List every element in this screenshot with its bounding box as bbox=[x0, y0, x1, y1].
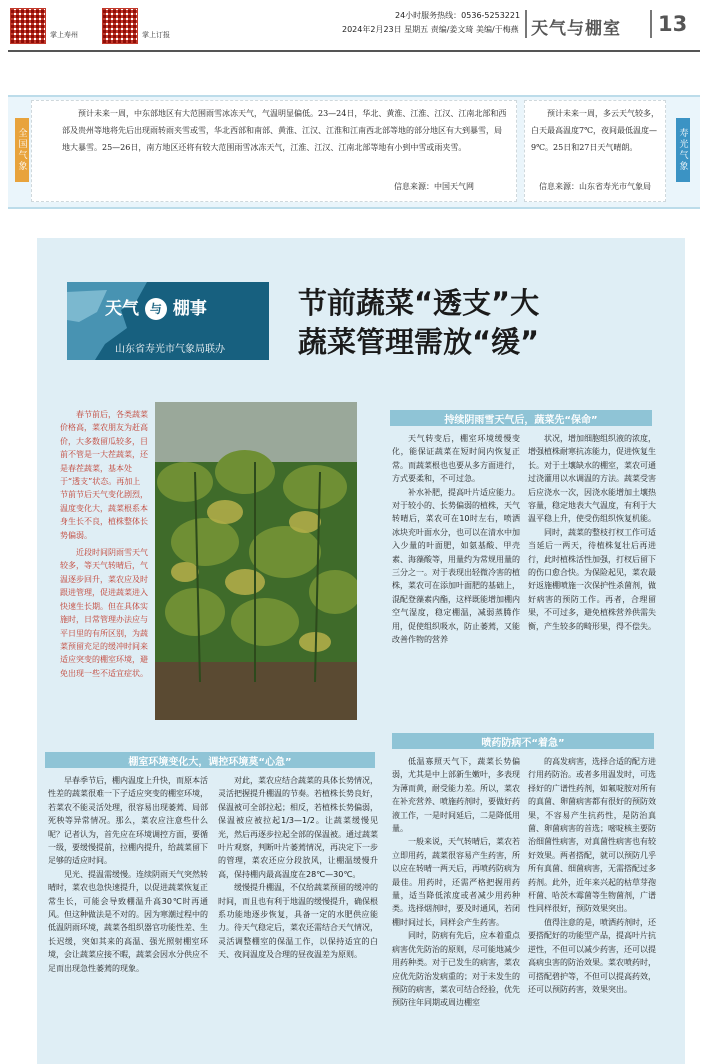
local-forecast-text: 预计未来一周，多云天气较多，白天最高温度7℃，夜间最低温度—9℃。25日和27日天气晴朗。 bbox=[531, 109, 659, 152]
section1-column-1: 早春季节后，棚内温度上升快，而原本活性差的蔬菜很难一下子适应突变的棚室环境，若菜农不能灵活处理，很容易出现萎蔫、局部死秧等异常情况。那么，菜农应注意些什么呢？记者认为，首先应在环境调控方面，要循一级，要缓慢提前，拉棚内提升，给蔬菜留下足够的适应时间。 见光、提温需缓慢。连续阴雨天气突然转晴时，菜农也急快速提升，以促进蔬菜恢复正常生长，可能会导致棚温升高30℃时再通风。但这种做法是不对的。因为寒潮过程中的低温阴雨环境，蔬菜各组织器官功能性差、生长迟缓，突如其来的高温、强光照射棚室环境，会让蔬菜应接不暇，蔬菜会因水分供应不足而出现急性萎蔫的现象。 bbox=[48, 776, 208, 973]
section3-column-1: 低温寡照天气下，蔬菜长势偏弱，尤其是中上部新生嫩叶，多表现为薄而黄，耐受能力差。所以，菜农在补充营养、喷施药剂时，要做好药液工作，一是时间延后，二是降低用量。 一般来说，天气转晴后，菜农若立即用药，蔬菜很容易产生药害，所以应在转晴一两天后，再喷药防病为最佳。用药时，还需严格把握用药量，适当降低浓度或者减少用药种类。选择烟剂时，要及时通风，若闭棚时间过长，同样会产生药害。 同时，防病有先后，应本着重点病害优先防治的原则，尽可能地减少用药种类。对于已发生的病害，菜农应优先防治发病重的；对于未发生的预防的病害，菜农可结合经验，优先预防往年同期或周边棚室 bbox=[392, 757, 520, 1008]
section-banner-spray: 喷药防病不“着急” bbox=[392, 733, 654, 749]
section2-column-2: 状况，增加细胞组织液的浓度，增强植株耐寒抗冻能力，促进恢复生长。对于土壤缺水的棚室，菜农可通过浇灌用以水调温的方法。蔬菜受害后应浇水一次，因浇水能增加土壤热容量，稳定地表大气温度，有利于大温平稳上升，使受伤组织恢复机能。 同时，蔬菜的整枝打杈工作可适当延后一两天，待植株复壮后再进行，此时植株活性加强，打杈后留下的伤口愈合快。为保险起见，菜农最好返施棚喷施一次保护性杀菌剂，做好病害的预防工作。再者，合理留果，不可过多，避免植株营养供需失衡，产生较多的畸形果，得不偿失。 bbox=[528, 434, 656, 631]
lead-paragraph: 春节前后，各类蔬菜价格高，菜农朋友为赶高价，大多数留瓜较多，目前不管是一大茬蔬菜，还是春茬蔬菜，基本处于“透支”状态。再加上节前节后天气变化剧烈，温度变化大，蔬菜根系本身生长不良，植株整体长势偏弱。 bbox=[60, 410, 148, 540]
national-forecast-source: 信息来源：中国天气网 bbox=[394, 182, 474, 191]
qr-label: 掌上寿州 bbox=[50, 31, 78, 39]
qr-label: 掌上订报 bbox=[142, 31, 170, 39]
qr-code-icon bbox=[102, 8, 138, 44]
logo-subtitle: 山东省寿光市气象局联办 bbox=[115, 344, 225, 355]
local-forecast-label: 寿光气象 bbox=[676, 118, 690, 182]
headline-line-2: 蔬菜管理需放“缓” bbox=[298, 325, 540, 359]
dateline: 2024年2月23日 星期五 责编/姜文琦 美编/于梅燕 bbox=[342, 25, 519, 34]
logo-title-mid: 与 bbox=[145, 298, 167, 320]
page-number: 13 bbox=[658, 12, 688, 36]
section-name: 天气与棚室 bbox=[531, 19, 621, 39]
section1-column-2: 对此，菜农应结合蔬菜的具体长势情况，灵活把握提升棚温的节奏。若植株长势良好，保温被可全部拉起；相反，若植株长势偏弱，保温被应被拉起1/3—1/2。让蔬菜缓慢见光，然后再逐步拉起全部的保温被。通过蔬菜叶片观察，判断叶片萎蔫情况，再决定下一步的管理，菜农还应分段放风，让棚温缓慢升高，保持棚内最高温度在28℃—30℃。 缓慢提升棚温，不仅给蔬菜预留的缓冲的时间，而且也有利于地温的缓慢提升，确保根系功能地逐步恢复，具备一定的水肥供应能力。待天气稳定后，菜农还需结合天气情况，灵活调整棚室的保温工作，以保持适宜的白天、夜间温度及合理的昼夜温差为原则。 bbox=[218, 776, 378, 960]
lead-paragraphs bbox=[60, 408, 148, 680]
section3-column-2: 的高发病害，选择合适的配方进行用药防治。或者多用温发时，可选择好的广谱性药剂，如氟啶胺对所有的真菌、卵菌病害都有很好的预防效果，不容易产生抗药性，是防治真菌、卵菌病害的首选；嘧啶核主要防治细菌性病害，对真菌性病害也有较好效果。两者搭配，就可以预防几乎所有真菌、细菌病害，无需搭配过多药剂。此外，近年来兴起的枯草芽孢杆菌、哈茨木霉菌等生物菌剂，广谱性同样很好，预防效果突出。 值得注意的是，喷洒药剂时，还要搭配好的功能型产品，提高叶片抗逆性，不但可以减少药害，还可以提高病虫害的防治效果。菜农喷药时，可搭配碧护等，不但可以提高药效，还可以预防药害，效果突出。 bbox=[528, 757, 656, 994]
national-forecast-label: 全国气象 bbox=[15, 118, 29, 182]
section-banner-protect: 持续阴雨雪天气后，蔬菜先“保命” bbox=[390, 410, 652, 426]
section2-column-1: 天气转变后，棚室环境缓慢变化，能保证蔬菜在短时间内恢复正常。而蔬菜根也也要从多方面进行，方式要柔和，不可过急。 补水补肥，提高叶片适应能力。对于较小的、长势偏弱的植株，天气转晴后，菜农可在10时左右，喷洒冰块充叶面水分，也可以在清水中加入少量的叶面肥，如氨基酸、甲壳素、海藻酸等，用量约为常规用量的三分之一。对于表现出轻微冷害的植株，菜农可在添加叶面肥的基础上，混配登藻素内酯，这样既能增加棚内空气湿度，稳定棚温，减弱蒸腾作用，促使组织吸水，防止萎蔫，又能改善作物的营养 bbox=[392, 434, 520, 645]
header-rule bbox=[8, 50, 700, 52]
local-forecast-source: 信息来源：山东省寿光市气象局 bbox=[539, 182, 651, 191]
qr-code-icon bbox=[10, 8, 46, 44]
section-banner-environment: 棚室环境变化大，调控环境莫“心急” bbox=[45, 752, 375, 768]
logo-title-b: 棚事 bbox=[172, 299, 207, 319]
hotline: 24小时服务热线：0536-5253221 bbox=[395, 11, 521, 20]
national-forecast-text: 预计未来一周，中东部地区有大范围雨雪冰冻天气，气温明显偏低。23—24日，华北、黄淮、江淮、江汉、江南北部和西部及贵州等地将先后出现雨转雨夹雪或雪，华北西部和南部、黄淮、江汉、江淮和江南西北部等地的部分地区有大到暴雪，局地大暴雪。25—26日，南方地区还将有较大范围雨雪冰冻天气，江淮、江汉、江南北部等地有小到中雪或雨夹雪。 bbox=[62, 109, 507, 152]
national-forecast-card bbox=[31, 100, 517, 202]
headline-line-1: 节前蔬菜“透支”大 bbox=[298, 286, 540, 320]
header-divider bbox=[525, 10, 527, 38]
greenhouse-crop-photo bbox=[155, 402, 357, 720]
header-divider bbox=[650, 10, 652, 38]
lead-paragraph: 近段时间阴雨雪天气较多，等天气转晴后，气温逐步回升，菜农应及时跟进管理，促进蔬菜进入快速生长期。但在具体实施时，日常管理办法应与平日里的有所区别，为蔬菜预留充足的缓冲时间来适应突变的棚室环境，避免出现一些不适宜症状。 bbox=[60, 548, 148, 678]
column-logo bbox=[67, 282, 269, 360]
logo-title-a: 天气 bbox=[105, 299, 139, 319]
local-forecast-card bbox=[524, 100, 666, 202]
